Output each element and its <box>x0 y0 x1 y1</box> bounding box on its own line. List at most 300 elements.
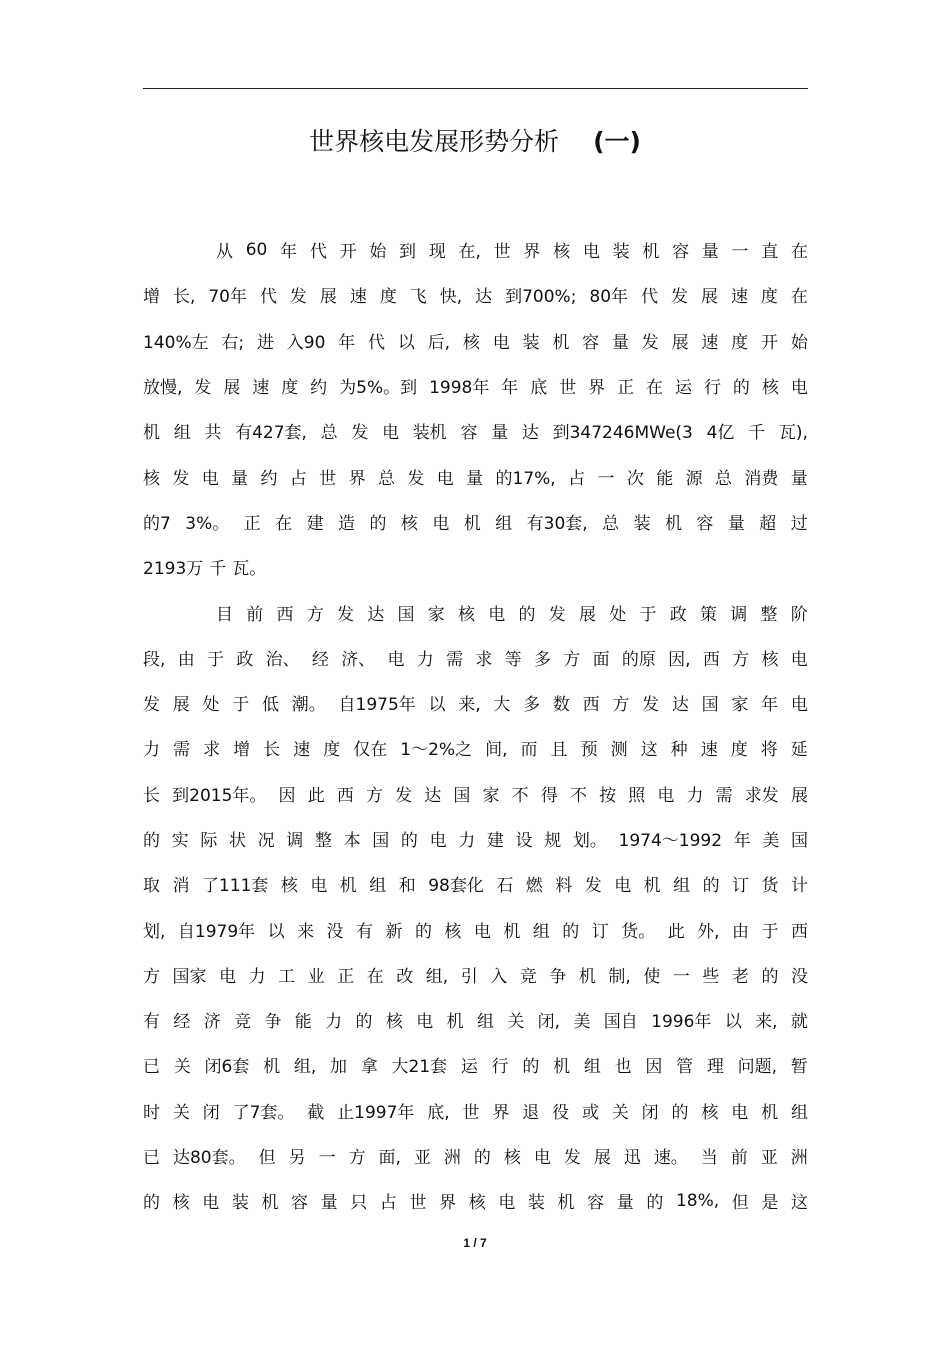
text-segment: 于 <box>761 921 779 942</box>
text-segment: 以 <box>724 1012 742 1033</box>
text-segment: 当 <box>700 1148 718 1169</box>
text-segment: 力 <box>416 649 434 670</box>
text-line <box>143 952 808 997</box>
text-segment: 家 <box>427 604 445 625</box>
text-segment: 机 <box>261 1193 279 1214</box>
text-segment: 行 <box>491 1057 509 1078</box>
text-segment: 世 <box>493 242 511 263</box>
text-segment: 处 <box>609 604 627 625</box>
text-segment: 闭 <box>202 1102 220 1123</box>
text-segment: 发 <box>395 785 413 806</box>
text-segment: 发 <box>143 695 160 716</box>
text-segment: 发 <box>351 423 369 444</box>
text-segment: 电 <box>614 876 632 897</box>
text-segment: 世 <box>319 468 337 489</box>
text-segment: 状 <box>228 831 246 851</box>
text-segment: 美 <box>762 831 780 851</box>
text-segment: 国自 <box>603 1012 638 1033</box>
text-segment: 有 <box>356 921 374 942</box>
text-segment: 占 <box>379 1193 397 1214</box>
text-segment: 展 <box>579 604 596 625</box>
text-segment: 容 <box>587 1193 605 1214</box>
text-segment: 求 <box>203 740 221 761</box>
text-segment: 于 <box>232 695 250 716</box>
text-segment: 达 <box>671 695 689 716</box>
text-segment: 机 <box>143 423 160 444</box>
text-segment: 装 <box>231 1193 249 1214</box>
text-segment: 60 <box>245 239 268 260</box>
text-segment: 组 <box>583 1057 601 1078</box>
text-segment: 电 <box>429 831 447 851</box>
text-segment: 电 <box>657 785 675 806</box>
text-line <box>143 1088 808 1133</box>
text-segment: 以 <box>397 332 415 353</box>
text-segment: 代 <box>259 287 277 308</box>
text-segment: 力 <box>325 1012 343 1033</box>
text-segment: 按 <box>599 785 617 806</box>
text-segment: 发 <box>172 468 190 489</box>
text-segment: 现 <box>428 242 446 263</box>
text-segment: 些 <box>702 966 720 987</box>
text-segment: 国 <box>791 831 808 851</box>
text-segment: 消 <box>172 876 190 897</box>
text-segment: 的 <box>400 831 418 851</box>
text-line <box>143 816 808 861</box>
text-segment: 燃 <box>525 876 543 897</box>
text-segment: 前 <box>730 1148 748 1169</box>
text-segment: 机 <box>446 1012 464 1033</box>
text-segment: 机 <box>463 513 481 534</box>
text-segment: 退 <box>522 1102 540 1123</box>
text-segment: 发 <box>337 604 354 625</box>
text-segment: 到347246MWe(3 <box>552 423 693 444</box>
text-segment: 电 <box>492 332 510 353</box>
text-segment: 货。 <box>621 921 656 942</box>
text-segment: 98套化 <box>428 876 484 897</box>
text-segment: 的 <box>522 1057 540 1078</box>
text-segment: 约 <box>310 378 328 399</box>
text-segment: 闭, <box>537 1012 561 1033</box>
text-segment: 核 <box>385 1012 403 1033</box>
text-line <box>143 272 808 317</box>
text-segment: 的 <box>355 1012 373 1033</box>
text-segment: 规 <box>544 831 562 851</box>
text-segment: 千 <box>748 423 766 444</box>
text-segment: 长 <box>143 785 160 806</box>
text-segment: 核 <box>143 468 160 489</box>
text-segment: 量 <box>790 468 808 489</box>
text-segment: 发 <box>407 468 425 489</box>
text-segment: 面 <box>592 649 610 670</box>
text-segment: 总 <box>320 423 338 444</box>
text-segment: 量 <box>727 513 745 534</box>
text-segment: 将 <box>760 740 778 761</box>
text-segment: 由 <box>732 921 750 942</box>
text-segment: 调 <box>730 604 748 625</box>
text-segment: 理 <box>706 1057 724 1078</box>
text-segment: 在 <box>366 966 384 987</box>
text-segment: 电 <box>582 242 600 263</box>
text-segment: 正 <box>337 966 355 987</box>
text-segment: 核 <box>761 378 779 399</box>
text-segment: 以 <box>267 921 285 942</box>
text-segment: 底 <box>530 378 548 399</box>
paragraph <box>143 227 808 589</box>
text-segment: 的 <box>732 378 750 399</box>
text-segment: 机 <box>553 1057 571 1078</box>
text-segment: 装 <box>612 242 630 263</box>
text-segment: 为5%。到 <box>339 378 418 399</box>
text-segment: 大 <box>493 695 511 716</box>
text-segment: 速 <box>252 378 270 399</box>
text-segment: 组, <box>425 966 449 987</box>
text-segment: 方 <box>348 1148 366 1169</box>
text-segment: 只 <box>350 1193 368 1214</box>
text-segment: 量 <box>701 242 719 263</box>
text-segment: 机 <box>503 921 521 942</box>
text-segment: 电 <box>202 1193 220 1214</box>
text-segment: 政 <box>236 649 254 670</box>
text-segment: 的 <box>473 1148 491 1169</box>
text-segment: 国 <box>453 785 471 806</box>
text-segment: 电 <box>436 468 454 489</box>
text-line <box>143 408 808 453</box>
text-segment: 电 <box>219 966 237 987</box>
text-segment: 闭 <box>641 1102 659 1123</box>
text-segment: 展 <box>593 1148 611 1169</box>
text-segment: 能 <box>656 468 674 489</box>
text-segment: 电 <box>310 876 328 897</box>
text-segment: 装机 <box>412 423 447 444</box>
text-segment: 放慢, <box>143 378 183 399</box>
text-segment: 老 <box>731 966 749 987</box>
text-segment: 组 <box>673 876 691 897</box>
document-body <box>143 227 808 1224</box>
text-segment: 在 <box>790 287 808 308</box>
text-segment: 共 <box>204 423 222 444</box>
text-segment: 次 <box>626 468 644 489</box>
text-segment: 总 <box>714 468 732 489</box>
text-segment: 关 <box>611 1102 629 1123</box>
text-segment: 行 <box>703 378 721 399</box>
text-segment: 预 <box>580 740 598 761</box>
text-segment: 治、 <box>265 649 300 670</box>
text-segment: 发 <box>548 604 566 625</box>
text-segment: 发 <box>641 332 659 353</box>
text-segment: 容 <box>582 332 600 353</box>
text-segment: 界 <box>588 378 606 399</box>
text-segment: 始 <box>790 332 808 353</box>
text-segment: 时 <box>143 1102 160 1123</box>
text-segment: 但 <box>258 1148 276 1169</box>
text-segment: 的17%, <box>495 468 556 489</box>
text-segment: 电 <box>382 423 400 444</box>
text-segment: 超 <box>759 513 777 534</box>
text-segment: 测 <box>610 740 628 761</box>
text-segment: 来, <box>458 695 481 716</box>
text-line <box>143 997 808 1042</box>
text-segment: 方 <box>365 785 383 806</box>
text-segment: 延 <box>790 740 808 761</box>
text-segment: 开 <box>761 332 779 353</box>
text-segment: 量 <box>616 1193 634 1214</box>
text-segment: 展 <box>790 785 808 806</box>
header-rule <box>143 88 808 89</box>
text-segment: 的原 <box>621 649 656 670</box>
text-segment: 划, <box>143 921 166 942</box>
text-segment: 核 <box>701 1102 719 1123</box>
text-segment: 实 <box>171 831 189 851</box>
text-segment: 种 <box>670 740 688 761</box>
text-segment: 核 <box>280 876 298 897</box>
text-segment: 直 <box>761 242 779 263</box>
text-segment: 在 <box>791 242 808 263</box>
text-segment: 占 <box>568 468 586 489</box>
text-segment: 到2015年。 <box>172 785 267 806</box>
text-segment: 界 <box>348 468 366 489</box>
text-segment: 迅 <box>623 1148 641 1169</box>
text-segment: 一 <box>318 1148 336 1169</box>
text-segment: 没 <box>326 921 344 942</box>
text-segment: 年 <box>501 378 519 399</box>
text-line <box>143 227 808 272</box>
text-segment: 于 <box>207 649 224 670</box>
text-segment: 2193万 <box>143 559 204 580</box>
text-segment: 一 <box>731 242 749 263</box>
text-segment: 核 <box>553 242 571 263</box>
text-segment: 电 <box>473 921 491 942</box>
text-segment: 制, <box>608 966 631 987</box>
text-segment: 量 <box>611 332 629 353</box>
text-segment: 关 <box>507 1012 525 1033</box>
text-segment: 电 <box>731 1102 749 1123</box>
text-segment: 达 <box>367 604 385 625</box>
text-segment: 速。 <box>653 1148 688 1169</box>
text-segment: 的 <box>562 921 580 942</box>
text-line <box>143 499 808 544</box>
text-segment: 速 <box>700 740 718 761</box>
text-segment: 1998年 <box>429 378 490 399</box>
text-segment: 组 <box>532 921 550 942</box>
text-segment: 发 <box>584 876 602 897</box>
text-segment: 改 <box>396 966 414 987</box>
text-segment: 在, <box>458 242 481 263</box>
text-segment: 代 <box>309 242 327 263</box>
text-segment: 是 <box>761 1193 779 1214</box>
text-segment: 展 <box>172 695 190 716</box>
text-segment: 国 <box>397 604 415 625</box>
text-segment: 济、 <box>341 649 376 670</box>
text-segment: 组 <box>476 1012 494 1033</box>
text-segment: 代 <box>641 287 659 308</box>
text-segment: 年 <box>733 831 751 851</box>
text-segment: 新 <box>385 921 403 942</box>
text-segment: 此 <box>667 921 685 942</box>
text-segment: 电 <box>498 1193 516 1214</box>
text-segment: 拿 <box>360 1057 378 1078</box>
text-segment: 闭6套 <box>204 1057 250 1078</box>
text-segment: 石 <box>496 876 514 897</box>
text-segment: 的 <box>702 876 720 897</box>
text-segment: 亚 <box>413 1148 431 1169</box>
text-segment: 在 <box>646 378 664 399</box>
text-segment: 过 <box>790 513 808 534</box>
text-segment: 度 <box>379 287 397 308</box>
text-segment: 多 <box>533 649 551 670</box>
text-segment: 西 <box>790 921 808 942</box>
text-segment: 仅在 <box>353 740 388 761</box>
text-segment: 4亿 <box>706 423 735 444</box>
text-segment: 间, <box>485 740 508 761</box>
text-segment: 国 <box>701 695 719 716</box>
text-segment: 瓦。 <box>232 559 267 580</box>
text-segment: 入 <box>490 966 508 987</box>
text-segment: 运 <box>460 1057 478 1078</box>
text-segment: 电 <box>790 649 808 670</box>
text-segment: 照 <box>628 785 646 806</box>
text-segment: 1～2%之 <box>400 740 473 761</box>
text-segment: 料 <box>555 876 573 897</box>
text-segment: 核 <box>172 1193 190 1214</box>
text-segment: 役 <box>552 1102 570 1123</box>
paragraph <box>143 589 808 1223</box>
text-segment: 以 <box>428 695 446 716</box>
text-segment: 方 <box>563 649 581 670</box>
text-segment: 容 <box>460 423 478 444</box>
text-segment: 年 <box>338 332 356 353</box>
text-segment: 建 <box>486 831 504 851</box>
text-segment: 亚 <box>760 1148 778 1169</box>
text-segment: 或 <box>581 1102 599 1123</box>
text-segment: 核 <box>462 332 480 353</box>
text-segment: 开 <box>339 242 357 263</box>
text-line <box>143 1042 808 1087</box>
text-segment: 界 <box>439 1193 457 1214</box>
text-segment: 西 <box>336 785 354 806</box>
text-segment: 调 <box>286 831 304 851</box>
text-segment: 竞 <box>234 1012 252 1033</box>
text-segment: 数 <box>552 695 570 716</box>
text-segment: 量 <box>320 1193 338 1214</box>
text-segment: 方 <box>732 649 750 670</box>
text-segment: 界 <box>492 1102 510 1123</box>
text-segment: 度 <box>730 740 748 761</box>
text-segment: 总 <box>378 468 395 489</box>
text-segment: 能 <box>294 1012 312 1033</box>
text-segment: 核 <box>503 1148 521 1169</box>
text-segment: 另 <box>288 1148 306 1169</box>
text-segment: 低 <box>262 695 279 716</box>
text-segment: 的 <box>646 1193 664 1214</box>
text-segment: 已 <box>143 1057 160 1078</box>
text-segment: 处 <box>202 695 220 716</box>
text-segment: 整 <box>314 831 332 851</box>
text-segment: 核 <box>458 604 475 625</box>
text-segment: 因 <box>278 785 296 806</box>
text-segment: 进 <box>256 332 274 353</box>
text-segment: 快, <box>439 287 463 308</box>
text-segment: 经 <box>173 1012 191 1033</box>
text-segment: 业 <box>307 966 325 987</box>
text-segment: 且 <box>550 740 568 761</box>
text-segment: 发 <box>194 378 212 399</box>
text-segment: 速 <box>701 332 719 353</box>
text-segment: 占 <box>289 468 307 489</box>
text-segment: 阶 <box>790 604 808 625</box>
text-segment: 订 <box>732 876 750 897</box>
title-suffix: (一) <box>593 127 641 156</box>
text-segment: 电 <box>488 604 506 625</box>
text-segment: 也 <box>614 1057 632 1078</box>
text-segment: 在 <box>275 513 293 534</box>
text-segment: 达80套。 <box>172 1148 246 1169</box>
text-segment: 争 <box>549 966 567 987</box>
text-segment: 的 <box>369 513 387 534</box>
text-segment: 核 <box>400 513 418 534</box>
text-segment: 这 <box>640 740 658 761</box>
text-segment: 已 <box>143 1148 160 1169</box>
text-segment: 来, <box>755 1012 778 1033</box>
text-segment: 量 <box>466 468 484 489</box>
text-segment: 机 <box>557 1193 575 1214</box>
text-segment: 因, <box>668 649 691 670</box>
text-segment: 电 <box>432 513 450 534</box>
text-segment: 洲 <box>443 1148 461 1169</box>
text-segment: 西 <box>702 649 720 670</box>
text-line <box>143 861 808 906</box>
text-line <box>143 906 808 951</box>
text-segment: 但 <box>731 1193 749 1214</box>
text-segment: 由 <box>177 649 195 670</box>
text-segment: 量 <box>491 423 509 444</box>
text-segment: 达 <box>521 423 539 444</box>
text-segment: 前 <box>246 604 264 625</box>
text-segment: 方 <box>612 695 630 716</box>
text-segment: 千 <box>209 559 227 580</box>
text-segment: 的 <box>518 604 536 625</box>
text-segment: 展 <box>223 378 241 399</box>
text-segment: 方 <box>143 966 160 987</box>
text-segment: 的7 <box>143 513 171 534</box>
text-line <box>143 1178 808 1223</box>
text-segment: 自1975年 <box>338 695 416 716</box>
text-segment: 截 <box>307 1102 325 1123</box>
text-segment: 组, <box>293 1057 317 1078</box>
text-segment: 暂 <box>790 1057 808 1078</box>
text-segment: 源 <box>685 468 703 489</box>
text-segment: 而 <box>520 740 538 761</box>
text-segment: 了7套。 <box>232 1102 295 1123</box>
text-segment: 段, <box>143 649 166 670</box>
text-segment: 速 <box>349 287 367 308</box>
text-segment: 西 <box>582 695 600 716</box>
text-segment: 的 <box>761 966 779 987</box>
text-segment: 发 <box>563 1148 581 1169</box>
text-segment: 核 <box>444 921 462 942</box>
text-segment: 电 <box>790 695 808 716</box>
text-segment: 管 <box>676 1057 694 1078</box>
text-segment: 电 <box>533 1148 551 1169</box>
text-segment: 飞 <box>409 287 427 308</box>
text-segment: 订 <box>591 921 609 942</box>
text-segment: 力 <box>143 740 160 761</box>
text-segment: 展 <box>671 332 689 353</box>
text-segment: 没 <box>790 966 808 987</box>
text-segment: 增 <box>143 287 160 308</box>
text-segment: 本 <box>343 831 361 851</box>
text-segment: 约 <box>260 468 278 489</box>
text-segment: 机 <box>664 513 682 534</box>
